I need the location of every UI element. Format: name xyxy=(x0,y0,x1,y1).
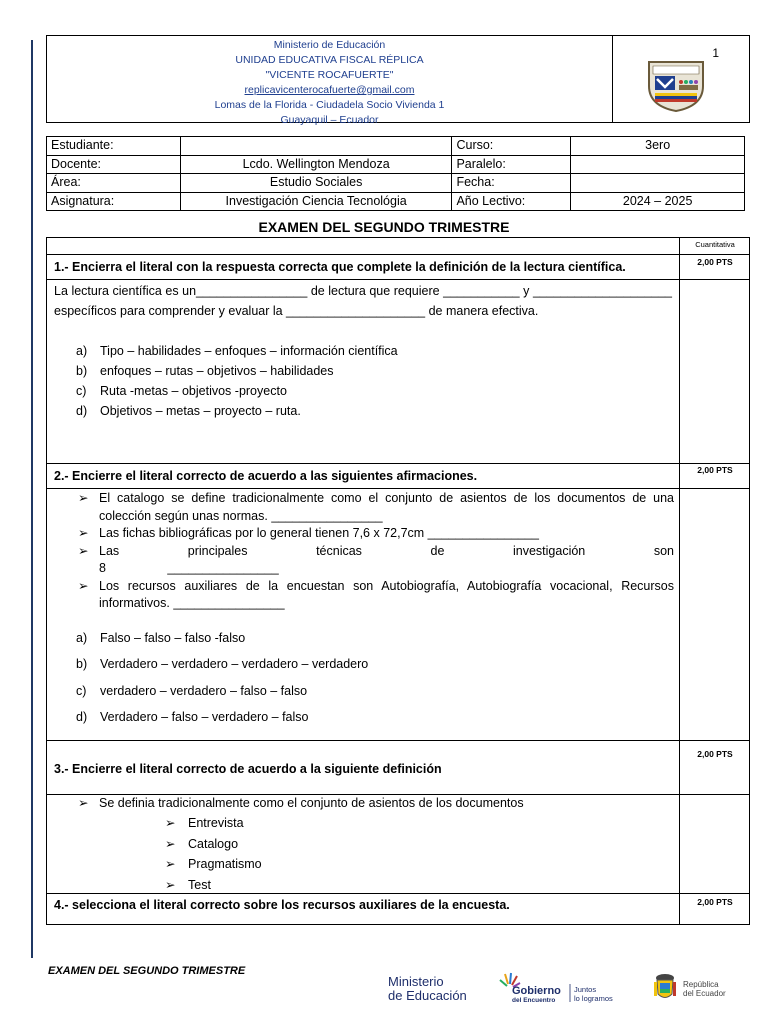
school-subname: "VICENTE ROCAFUERTE" xyxy=(265,69,394,81)
option-text: Objetivos – metas – proyecto – ruta. xyxy=(100,404,301,418)
q2-title: 2.- Encierre el literal correcto de acuerdo a las siguientes afirmaciones. xyxy=(54,469,478,483)
subject-value: Investigación Ciencia Tecnológia xyxy=(180,192,452,211)
encuentro-text: del Encuentro xyxy=(512,997,556,1004)
q3-points: 2,00 PTS xyxy=(697,749,733,759)
option-label: c) xyxy=(76,384,87,398)
school-info xyxy=(47,36,613,126)
teacher-value: Lcdo. Wellington Mendoza xyxy=(180,155,452,174)
option-label: a) xyxy=(76,344,88,358)
school-logo-icon xyxy=(645,56,707,112)
option-text: Verdadero – verdadero – verdadero – verdadero xyxy=(100,657,369,671)
q1-body-row xyxy=(46,279,750,464)
score-header: Cuantitativa xyxy=(695,240,735,249)
margin-line xyxy=(31,40,33,958)
footer-exam-name: EXAMEN DEL SEGUNDO TRIMESTRE xyxy=(48,965,246,977)
logo-cell xyxy=(613,36,749,122)
q3-statement: ➢ Se definia tradicionalmente como el conjunto de asientos de los documentos xyxy=(47,794,672,813)
q3-item: ➢ Entrevista xyxy=(47,813,672,834)
q2-option-b[interactable] xyxy=(54,651,674,678)
school-year-value: 2024 – 2025 xyxy=(571,192,745,211)
q1-text: La lectura científica es un________________ de lectura que requiere ___________ y ____________________ específicos para comprender y evaluar la ____________________ de manera efectiva. xyxy=(54,284,672,318)
q3-item: ➢ Catalogo xyxy=(47,834,672,855)
info-row xyxy=(47,174,745,193)
option-text: Verdadero – falso – verdadero – falso xyxy=(100,710,309,724)
q2-body-row xyxy=(46,488,750,741)
q1-points: 2,00 PTS xyxy=(697,257,733,267)
option-label: b) xyxy=(76,657,88,671)
arrow-bullet-icon: ➢ xyxy=(78,578,89,593)
q2-statement: ➢ Las principales técnicas de investigación son 8 ________________ xyxy=(54,543,674,578)
arrow-bullet-icon: ➢ xyxy=(165,836,176,851)
q4-title-row xyxy=(46,893,750,925)
q2-statement: ➢ Los recursos auxiliares de la encuestan son Autobiografía, Autobiografía vocacional, Recursos informativos. ________________ xyxy=(54,578,674,613)
arrow-bullet-icon: ➢ xyxy=(165,877,176,892)
subject-label: Asignatura: xyxy=(47,192,181,211)
q4-title: 4.- selecciona el literal correcto sobre los recursos auxiliares de la encuesta. xyxy=(54,898,510,912)
q3-item: ➢ Test xyxy=(47,875,672,896)
score-column xyxy=(679,488,751,741)
q1-option-a[interactable] xyxy=(54,341,672,361)
q2-option-c[interactable] xyxy=(54,678,674,705)
course-value: 3ero xyxy=(571,137,745,156)
gobierno-logo-icon xyxy=(498,970,638,1006)
option-text: Falso – falso – falso -falso xyxy=(100,630,246,645)
q3-item: ➢ Pragmatismo xyxy=(47,854,672,875)
q2-title-row xyxy=(46,463,750,489)
option-label: d) xyxy=(76,710,88,724)
logramos-text: lo logramos xyxy=(574,994,613,1003)
info-row xyxy=(47,155,745,174)
option-text: Ruta -metas – objetivos -proyecto xyxy=(100,384,287,398)
ministry-line: Ministerio de Educación xyxy=(273,39,386,51)
student-value xyxy=(180,137,452,156)
q1-option-c[interactable] xyxy=(54,381,672,401)
q4-points: 2,00 PTS xyxy=(697,897,733,907)
q3-body xyxy=(47,794,672,895)
school-name: UNIDAD EDUCATIVA FISCAL RÉPLICA xyxy=(235,54,424,66)
gobierno-text: Gobierno xyxy=(512,985,561,997)
student-label: Estudiante: xyxy=(47,137,181,156)
area-value: Estudio Sociales xyxy=(180,174,452,193)
exam-title: EXAMEN DEL SEGUNDO TRIMESTRE xyxy=(258,219,510,235)
student-info-table xyxy=(46,136,745,211)
info-row xyxy=(47,137,745,156)
info-row xyxy=(47,192,745,211)
option-text: enfoques – rutas – objetivos – habilidades xyxy=(100,364,334,378)
coat-of-arms-icon xyxy=(650,970,680,1004)
school-email-link[interactable]: replicavicenterocafuerte@gmail.com xyxy=(244,84,415,96)
option-text: Tipo – habilidades – enfoques – información científica xyxy=(100,344,398,358)
page-number: 1 xyxy=(712,46,719,60)
option-label: a) xyxy=(76,630,88,645)
option-label: c) xyxy=(76,683,87,698)
option-label: d) xyxy=(76,404,88,418)
school-city: Guayaquil – Ecuador xyxy=(280,114,379,126)
option-label: b) xyxy=(76,364,88,378)
school-year-label: Año Lectivo: xyxy=(452,192,571,211)
parallel-label: Paralelo: xyxy=(452,155,571,174)
q2-option-d[interactable] xyxy=(54,704,674,731)
arrow-bullet-icon: ➢ xyxy=(78,543,89,558)
republica-line1: República xyxy=(683,980,719,989)
republica-logo xyxy=(650,970,740,1006)
q1-option-d[interactable] xyxy=(54,401,672,421)
score-header-row xyxy=(46,237,750,255)
arrow-bullet-icon: ➢ xyxy=(165,857,176,871)
q2-body xyxy=(54,490,674,731)
q2-points: 2,00 PTS xyxy=(697,465,733,475)
parallel-value xyxy=(571,155,745,174)
q2-statement: ➢ Las fichas bibliográficas por lo general tienen 7,6 x 72,7cm ________________ xyxy=(54,525,674,543)
school-address: Lomas de la Florida - Ciudadela Socio Vivienda 1 xyxy=(214,99,445,111)
juntos-text: Juntos xyxy=(574,985,597,994)
ministerio-logo: Ministerio de Educación xyxy=(388,974,467,1003)
q1-body xyxy=(54,281,672,421)
q1-option-b[interactable] xyxy=(54,361,672,381)
score-column xyxy=(679,794,751,894)
arrow-bullet-icon: ➢ xyxy=(165,816,176,830)
q2-statement: ➢ El catalogo se define tradicionalmente como el conjunto de asientos de los documentos de una colección según unas normas. ________________ xyxy=(54,490,674,525)
date-value xyxy=(571,174,745,193)
date-label: Fecha: xyxy=(452,174,571,193)
school-header xyxy=(46,35,750,126)
area-label: Área: xyxy=(47,174,181,193)
arrow-bullet-icon: ➢ xyxy=(78,796,89,810)
teacher-label: Docente: xyxy=(47,155,181,174)
q1-title: 1.- Encierra el literal con la respuesta correcta que complete la definición de la lectura científica. xyxy=(54,260,626,274)
arrow-bullet-icon: ➢ xyxy=(78,491,89,505)
republica-line2: del Ecuador xyxy=(683,989,726,998)
q3-title-row xyxy=(46,740,750,795)
q1-title-row xyxy=(46,254,750,280)
q3-title: 3.- Encierre el literal correcto de acuerdo a la siguiente definición xyxy=(54,762,442,776)
arrow-bullet-icon: ➢ xyxy=(78,526,89,540)
score-column xyxy=(679,279,751,464)
q2-option-a[interactable] xyxy=(54,625,674,652)
option-text: verdadero – verdadero – falso – falso xyxy=(100,683,308,698)
q3-body-row xyxy=(46,794,750,894)
course-label: Curso: xyxy=(452,137,571,156)
